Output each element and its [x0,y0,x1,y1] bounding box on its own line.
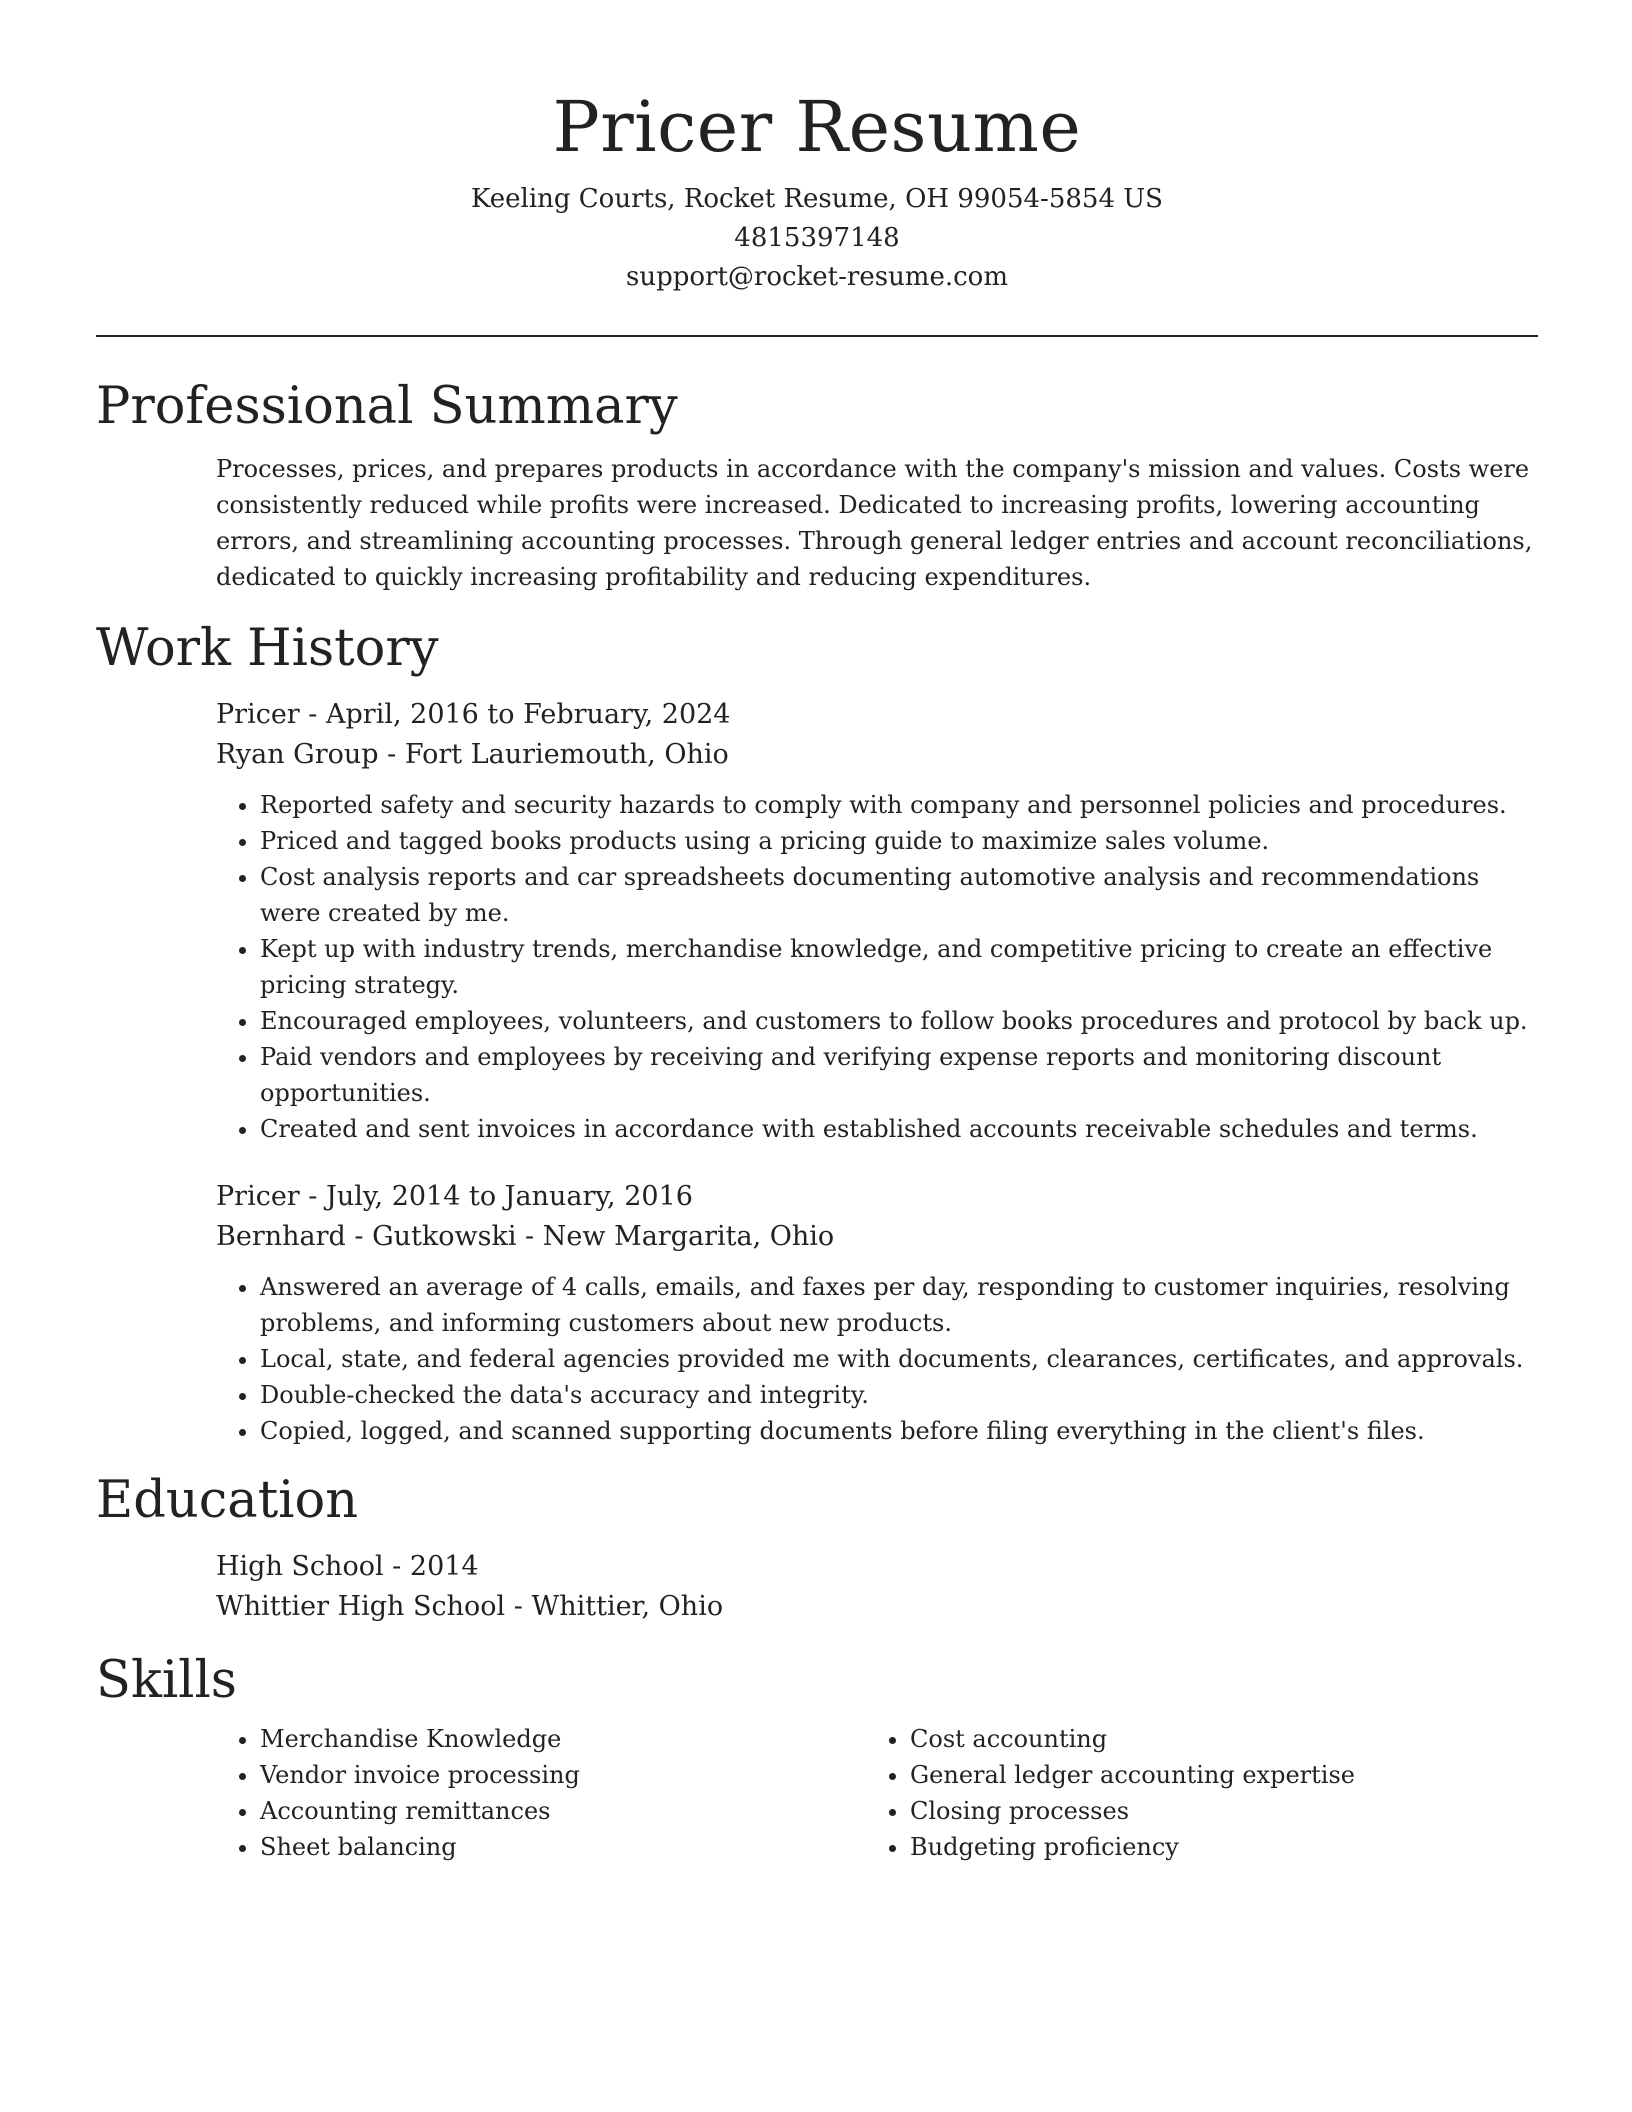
skills-column-left [216,1721,866,1865]
list-item: • General ledger accounting expertise [910,1757,1516,1793]
separator: - [299,699,327,730]
list-item: • Answered an average of 4 calls, emails, and faxes per day, responding to customer inquiries, resolving problems, and informing customers about new products. [260,1269,1538,1341]
job-bullets [216,787,1538,1147]
skills-column-right [866,1721,1516,1865]
job-company: Ryan Group [216,739,379,770]
resume-page [96,0,1538,1865]
separator: - [299,1181,327,1212]
list-item: • Reported safety and security hazards to comply with company and personnel policies and procedures. [260,787,1538,823]
education-degree-line [216,1547,1538,1587]
skills-columns [216,1721,1538,1865]
list-item: • Paid vendors and employees by receiving and verifying expense reports and monitoring discount opportunities. [260,1039,1538,1111]
list-item: • Merchandise Knowledge [260,1721,866,1757]
list-item: • Created and sent invoices in accordance with established accounts receivable schedules and terms. [260,1111,1538,1147]
summary-section [96,375,1538,595]
education-heading: Education [96,1471,359,1530]
skills-list-right [866,1721,1516,1865]
job-title-line [216,695,1538,735]
header-divider [96,335,1538,337]
list-item: • Local, state, and federal agencies provided me with documents, clearances, certificates, and approvals. [260,1341,1538,1377]
education-entry [216,1547,1538,1627]
summary-text: Processes, prices, and prepares products in accordance with the company's mission and values. Costs were consistently reduced while profits were increased. Dedicated to increasing profits, lowering accounting errors, and streamlining accounting processes. Through general ledger entries and account reconciliations, dedicated to quickly increasing profitability and reducing expenditures. [216,455,1533,591]
job-title-line [216,1177,1538,1217]
education-school-line [216,1587,1538,1627]
job-company-line [216,735,1538,775]
list-item: • Budgeting proficiency [910,1829,1516,1865]
skills-section [96,1649,1538,1865]
education-section [96,1469,1538,1627]
separator: - [383,1551,410,1582]
job-entry [216,695,1538,1147]
list-item: • Priced and tagged books products using a pricing guide to maximize sales volume. [260,823,1538,859]
list-item: • Encouraged employees, volunteers, and customers to follow books procedures and protocol by back up. [260,1003,1538,1039]
job-title: Pricer [216,1181,300,1212]
list-item: • Cost analysis reports and car spreadsheets documenting automotive analysis and recommendations were created by me. [260,859,1538,931]
job-bullets [216,1269,1538,1449]
list-item: • Double-checked the data's accuracy and integrity. [260,1377,1538,1413]
job-dates: April, 2016 to February, 2024 [326,699,731,730]
skills-heading: Skills [96,1651,237,1710]
job-dates: July, 2014 to January, 2016 [326,1181,693,1212]
resume-header [96,0,1538,297]
job-location: New Margarita, Ohio [542,1221,835,1252]
list-item: • Vendor invoice processing [260,1757,866,1793]
skills-list-left [216,1721,866,1865]
contact-phone: 4815397148 [734,223,900,253]
list-item: • Accounting remittances [260,1793,866,1829]
education-school: Whittier High School [216,1591,506,1622]
work-history-section [96,617,1538,1449]
separator: - [516,1221,543,1252]
work-history-heading: Work History [96,619,439,678]
job-company-line [216,1217,1538,1257]
list-item: • Copied, logged, and scanned supporting documents before filing everything in the client's files. [260,1413,1538,1449]
contact-email: support@rocket-resume.com [625,262,1008,292]
education-location: Whittier, Ohio [531,1591,724,1622]
job-location: Fort Lauriemouth, Ohio [404,739,729,770]
education-year: 2014 [409,1551,479,1582]
list-item: • Cost accounting [910,1721,1516,1757]
job-title: Pricer [216,699,300,730]
list-item: • Sheet balancing [260,1829,866,1865]
summary-heading: Professional Summary [96,377,678,436]
education-degree: High School [216,1551,384,1582]
separator: - [378,739,405,770]
job-entry [216,1177,1538,1449]
list-item: • Closing processes [910,1793,1516,1829]
list-item: • Kept up with industry trends, merchandise knowledge, and competitive pricing to create an effective pricing strategy. [260,931,1538,1003]
candidate-name: Pricer Resume [552,86,1082,168]
separator: - [505,1591,532,1622]
contact-info [96,180,1538,297]
contact-address: Keeling Courts, Rocket Resume, OH 99054-5854 US [471,184,1163,214]
job-company: Bernhard - Gutkowski [216,1221,517,1252]
